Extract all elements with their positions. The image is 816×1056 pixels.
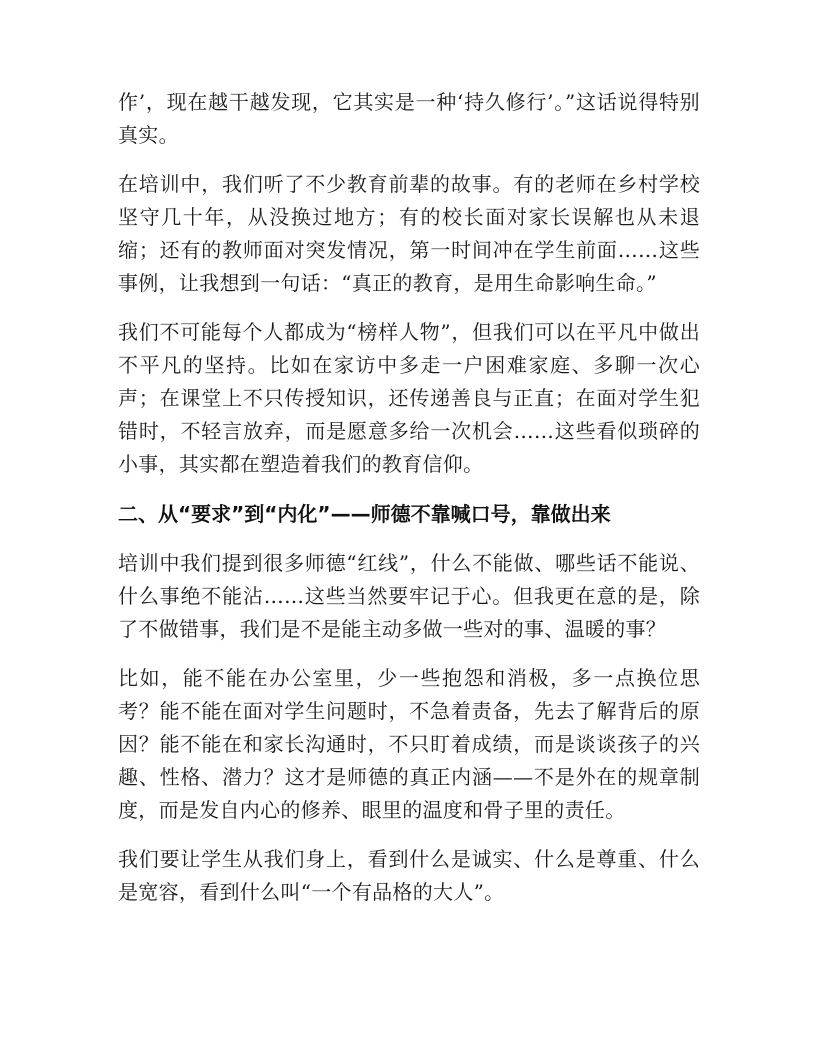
paragraph-continuation: 作’，现在越干越发现，它其实是一种‘持久修行’。”这话说得特别真实。 (118, 90, 700, 147)
section-heading: 二、从“要求”到“内化”——师德不靠喊口号，靠做出来 (118, 502, 611, 526)
paragraph-role-model: 我们要让学生从我们身上，看到什么是诚实、什么是尊重、什么是宽容，看到什么叫“一个有品格的大人”。 (118, 847, 700, 904)
paragraph-ethics-redlines: 培训中我们提到很多师德“红线”，什么不能做、哪些话不能说、什么事绝不能沾……这些当然要牢记于心。但我更在意的是，除了不做错事，我们是不是能主动多做一些对的事、温暖的事？ (118, 551, 700, 641)
document-page (118, 86, 700, 925)
paragraph-ordinary-persistence: 我们不可能每个人都成为“榜样人物”，但我们可以在平凡中做出不平凡的坚持。比如在家访中多走一户困难家庭、多聊一次心声；在课堂上不只传授知识，还传递善良与正直；在面对学生犯错时，不轻言放弃，而是愿意多给一次机会……这些看似琐碎的小事，其实都在塑造着我们的教育信仰。 (118, 320, 700, 476)
paragraph-ethics-examples: 比如，能不能在办公室里，少一些抱怨和消极，多一点换位思考？能不能在面对学生问题时，不急着责备，先去了解背后的原因？能不能在和家长沟通时，不只盯着成绩，而是谈谈孩子的兴趣、性格、潜力？这才是师德的真正内涵——不是外在的规章制度，而是发自内心的修养、眼里的温度和骨子里的责任。 (118, 666, 700, 822)
paragraph-training-stories: 在培训中，我们听了不少教育前辈的故事。有的老师在乡村学校坚守几十年，从没换过地方；有的校长面对家长误解也从未退缩；还有的教师面对突发情况，第一时间冲在学生前面……这些事例，让我想到一句话：“真正的教育，是用生命影响生命。” (118, 172, 700, 295)
